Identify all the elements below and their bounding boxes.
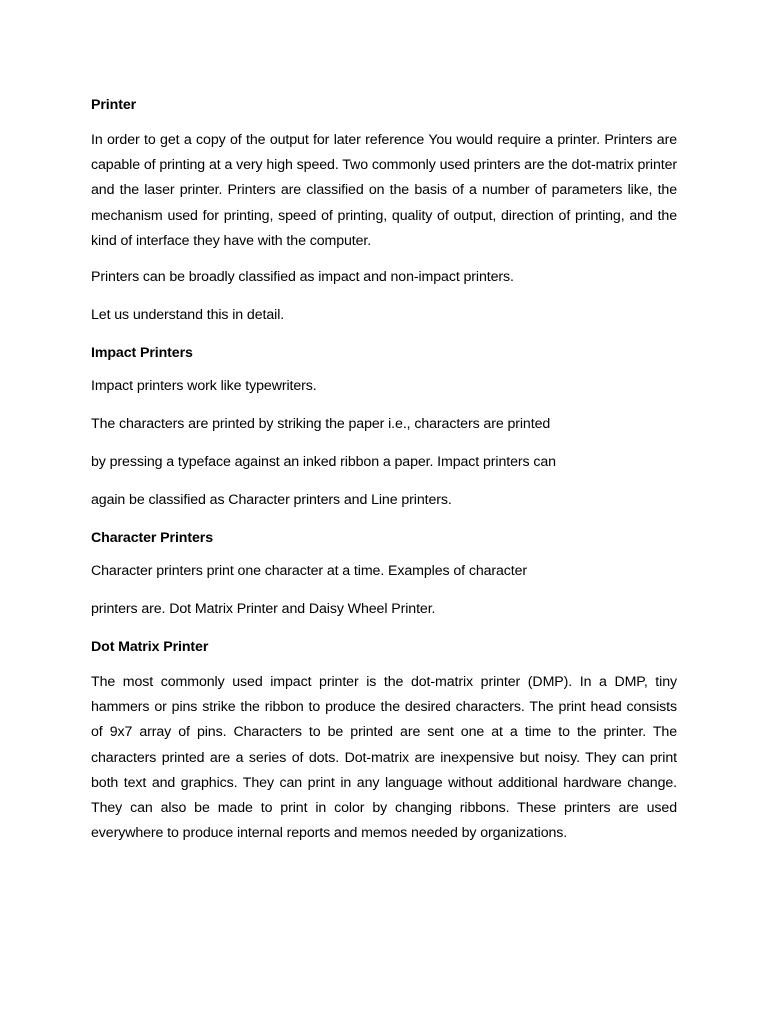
classification-paragraph: Printers can be broadly classified as impact and non-impact printers.: [91, 269, 514, 286]
impact-printers-line: Impact printers work like typewriters.: [91, 378, 317, 395]
impact-printers-line: by pressing a typeface against an inked ribbon a paper. Impact printers can: [91, 454, 556, 471]
impact-printers-line: again be classified as Character printers and Line printers.: [91, 492, 452, 509]
character-printers-heading: Character Printers: [91, 530, 214, 547]
dot-matrix-printer-heading: Dot Matrix Printer: [91, 639, 209, 656]
character-printers-line: Character printers print one character at a time. Examples of character: [91, 563, 528, 580]
detail-intro-paragraph: Let us understand this in detail.: [91, 307, 285, 324]
document-page: [91, 95, 677, 859]
character-printers-line: printers are. Dot Matrix Printer and Daisy Wheel Printer.: [91, 601, 436, 618]
intro-paragraph: In order to get a copy of the output for later reference You would require a printer. Printers are capable of printing at a very high speed. Two commonly used printers are the dot-matrix printer and the laser printer. Printers are classified on the basis of a number of parameters like, the mechanism used for printing, speed of printing, quality of output, direction of printing, and the kind of interface they have with the computer.: [91, 132, 677, 249]
dot-matrix-paragraph: The most commonly used impact printer is the dot-matrix printer (DMP). In a DMP, tiny hammers or pins strike the ribbon to produce the desired characters. The print head consists of 9x7 array of pins. Characters to be printed are sent one at a time to the printer. The characters printed are a series of dots. Dot-matrix are inexpensive but noisy. They can print both text and graphics. They can print in any language without additional hardware change. They can also be made to print in color by changing ribbons. These printers are used everywhere to produce internal reports and memos needed by organizations.: [91, 674, 677, 842]
document-title: Printer: [91, 97, 137, 113]
impact-printers-line: The characters are printed by striking the paper i.e., characters are printed: [91, 416, 551, 433]
impact-printers-heading: Impact Printers: [91, 345, 193, 362]
